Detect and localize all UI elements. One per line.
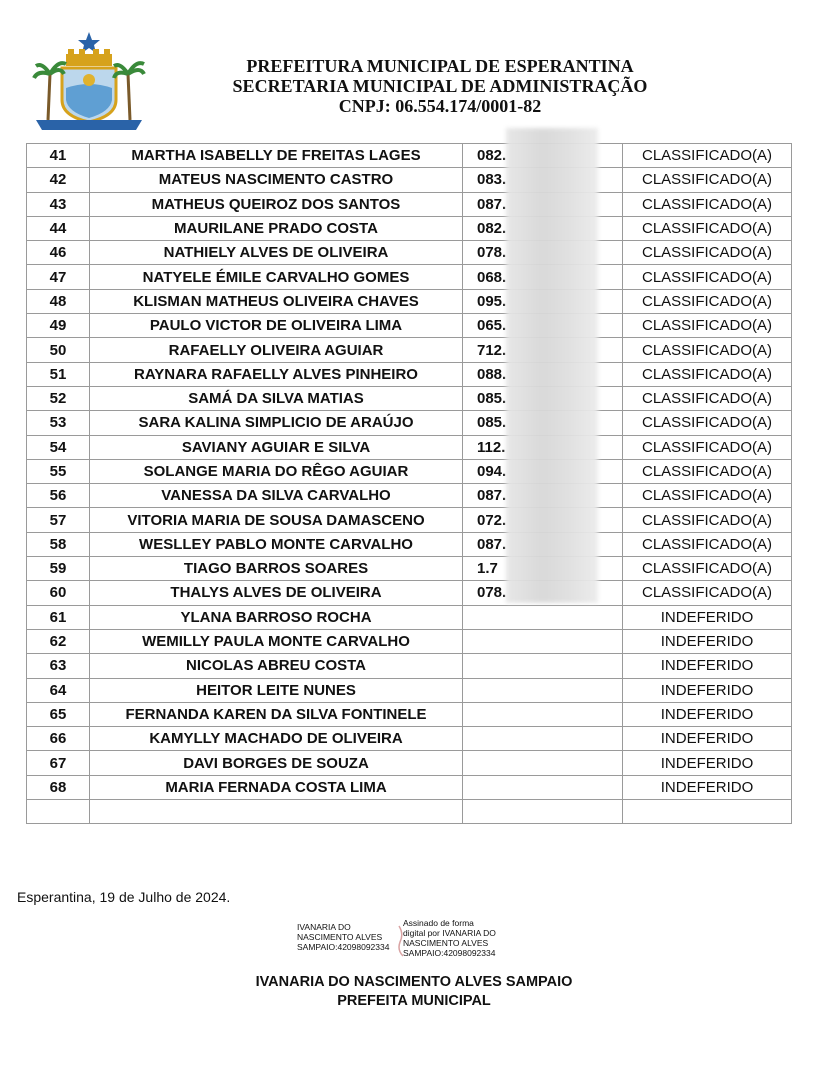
row-number: 53	[27, 411, 90, 435]
candidate-cpf: 082.	[463, 144, 623, 168]
candidate-name: PAULO VICTOR DE OLIVEIRA LIMA	[90, 314, 463, 338]
candidate-cpf: 088.	[463, 362, 623, 386]
row-number: 67	[27, 751, 90, 775]
header-line-1: PREFEITURA MUNICIPAL DE ESPERANTINA	[246, 56, 634, 76]
candidate-name	[90, 800, 463, 824]
candidate-status: CLASSIFICADO(A)	[623, 484, 792, 508]
row-number: 62	[27, 629, 90, 653]
signature-left-line: SAMPAIO:42098092334	[297, 942, 390, 952]
redacted-cpf-blur	[506, 128, 598, 603]
candidate-name: MATHEUS QUEIROZ DOS SANTOS	[90, 192, 463, 216]
table-row	[27, 168, 792, 192]
row-number: 59	[27, 557, 90, 581]
candidate-cpf: 085.	[463, 411, 623, 435]
row-number: 61	[27, 605, 90, 629]
candidate-status: CLASSIFICADO(A)	[623, 435, 792, 459]
candidate-status: CLASSIFICADO(A)	[623, 338, 792, 362]
signature-details-block	[403, 918, 523, 958]
candidate-name: DAVI BORGES DE SOUZA	[90, 751, 463, 775]
signature-right-line: Assinado de forma	[403, 918, 474, 928]
row-number: 47	[27, 265, 90, 289]
candidate-name: KAMYLLY MACHADO DE OLIVEIRA	[90, 727, 463, 751]
row-number: 58	[27, 532, 90, 556]
table-row	[27, 751, 792, 775]
candidate-cpf	[463, 702, 623, 726]
candidate-status: CLASSIFICADO(A)	[623, 168, 792, 192]
candidate-cpf: 082.	[463, 216, 623, 240]
table-row	[27, 459, 792, 483]
table-row	[27, 654, 792, 678]
candidate-status: CLASSIFICADO(A)	[623, 144, 792, 168]
document-header	[0, 30, 828, 140]
candidate-name: VITORIA MARIA DE SOUSA DAMASCENO	[90, 508, 463, 532]
table-row	[27, 144, 792, 168]
row-number: 60	[27, 581, 90, 605]
table-row	[27, 362, 792, 386]
candidate-status: CLASSIFICADO(A)	[623, 192, 792, 216]
header-line-3: CNPJ: 06.554.174/0001-82	[338, 96, 542, 116]
row-number: 41	[27, 144, 90, 168]
row-number: 51	[27, 362, 90, 386]
table-row	[27, 386, 792, 410]
candidate-status: CLASSIFICADO(A)	[623, 265, 792, 289]
table-row	[27, 581, 792, 605]
candidate-name: WESLLEY PABLO MONTE CARVALHO	[90, 532, 463, 556]
row-number: 48	[27, 289, 90, 313]
candidate-name: SARA KALINA SIMPLICIO DE ARAÚJO	[90, 411, 463, 435]
table-row	[27, 508, 792, 532]
candidate-cpf: 094.	[463, 459, 623, 483]
row-number: 66	[27, 727, 90, 751]
candidate-status: CLASSIFICADO(A)	[623, 459, 792, 483]
candidate-cpf	[463, 654, 623, 678]
table-row	[27, 557, 792, 581]
row-number: 46	[27, 241, 90, 265]
candidate-cpf	[463, 751, 623, 775]
candidate-cpf: 087.	[463, 532, 623, 556]
row-number: 57	[27, 508, 90, 532]
candidate-status: INDEFERIDO	[623, 775, 792, 799]
table-row	[27, 435, 792, 459]
candidate-status: INDEFERIDO	[623, 751, 792, 775]
signature-name-block	[297, 922, 401, 952]
table-row	[27, 314, 792, 338]
candidates-table	[26, 143, 792, 824]
row-number: 65	[27, 702, 90, 726]
candidate-status: INDEFERIDO	[623, 605, 792, 629]
candidate-name: NATHIELY ALVES DE OLIVEIRA	[90, 241, 463, 265]
candidate-name: TIAGO BARROS SOARES	[90, 557, 463, 581]
candidate-name: MARTHA ISABELLY DE FREITAS LAGES	[90, 144, 463, 168]
candidate-status: CLASSIFICADO(A)	[623, 557, 792, 581]
candidate-name: RAYNARA RAFAELLY ALVES PINHEIRO	[90, 362, 463, 386]
table-row	[27, 338, 792, 362]
candidate-cpf	[463, 678, 623, 702]
candidate-name: NATYELE ÉMILE CARVALHO GOMES	[90, 265, 463, 289]
table-row	[27, 411, 792, 435]
signature-left-line: NASCIMENTO ALVES	[297, 932, 383, 942]
candidate-cpf	[463, 800, 623, 824]
table-row	[27, 192, 792, 216]
table-row	[27, 241, 792, 265]
candidate-name: YLANA BARROSO ROCHA	[90, 605, 463, 629]
row-number: 52	[27, 386, 90, 410]
table-row	[27, 775, 792, 799]
table-row	[27, 532, 792, 556]
candidate-status: INDEFERIDO	[623, 654, 792, 678]
row-number: 68	[27, 775, 90, 799]
row-number: 64	[27, 678, 90, 702]
candidate-cpf: 078.	[463, 581, 623, 605]
candidate-status: CLASSIFICADO(A)	[623, 362, 792, 386]
signature-right-line: digital por IVANARIA DO	[403, 928, 496, 938]
header-titles	[150, 56, 730, 116]
candidate-name: NICOLAS ABREU COSTA	[90, 654, 463, 678]
candidate-cpf	[463, 727, 623, 751]
candidate-name: SOLANGE MARIA DO RÊGO AGUIAR	[90, 459, 463, 483]
candidate-status: CLASSIFICADO(A)	[623, 314, 792, 338]
candidate-cpf	[463, 605, 623, 629]
row-number: 42	[27, 168, 90, 192]
signatory-name: IVANARIA DO NASCIMENTO ALVES SAMPAIO	[255, 974, 573, 990]
date-line: Esperantina, 19 de Julho de 2024.	[17, 889, 231, 905]
candidate-cpf: 087.	[463, 484, 623, 508]
candidate-cpf: 1.7	[463, 557, 623, 581]
row-number: 43	[27, 192, 90, 216]
candidate-status: CLASSIFICADO(A)	[623, 386, 792, 410]
row-number	[27, 800, 90, 824]
table-row	[27, 265, 792, 289]
candidate-cpf: 083.	[463, 168, 623, 192]
candidate-name: RAFAELLY OLIVEIRA AGUIAR	[90, 338, 463, 362]
signature-right-line: NASCIMENTO ALVES	[403, 938, 489, 948]
row-number: 55	[27, 459, 90, 483]
candidate-name: HEITOR LEITE NUNES	[90, 678, 463, 702]
candidate-name: MATEUS NASCIMENTO CASTRO	[90, 168, 463, 192]
candidate-status: INDEFERIDO	[623, 629, 792, 653]
candidate-name: MAURILANE PRADO COSTA	[90, 216, 463, 240]
candidate-status: CLASSIFICADO(A)	[623, 216, 792, 240]
table-row	[27, 629, 792, 653]
candidate-cpf: 087.	[463, 192, 623, 216]
candidate-status: INDEFERIDO	[623, 678, 792, 702]
candidate-status: INDEFERIDO	[623, 702, 792, 726]
row-number: 56	[27, 484, 90, 508]
row-number: 54	[27, 435, 90, 459]
row-number: 50	[27, 338, 90, 362]
candidate-name: SAMÁ DA SILVA MATIAS	[90, 386, 463, 410]
candidate-status	[623, 800, 792, 824]
candidate-status: CLASSIFICADO(A)	[623, 241, 792, 265]
candidate-status: CLASSIFICADO(A)	[623, 581, 792, 605]
digital-signature-stamp	[297, 920, 537, 964]
signatory-footer	[0, 973, 828, 1011]
candidate-name: KLISMAN MATHEUS OLIVEIRA CHAVES	[90, 289, 463, 313]
candidate-name: VANESSA DA SILVA CARVALHO	[90, 484, 463, 508]
candidate-cpf: 085.	[463, 386, 623, 410]
table-row	[27, 727, 792, 751]
table-row	[27, 702, 792, 726]
candidate-status: CLASSIFICADO(A)	[623, 532, 792, 556]
candidate-cpf: 065.	[463, 314, 623, 338]
table-row	[27, 289, 792, 313]
table-row	[27, 216, 792, 240]
candidate-cpf	[463, 775, 623, 799]
row-number: 49	[27, 314, 90, 338]
candidate-name: MARIA FERNADA COSTA LIMA	[90, 775, 463, 799]
candidate-cpf: 078.	[463, 241, 623, 265]
candidate-cpf: 068.	[463, 265, 623, 289]
row-number: 63	[27, 654, 90, 678]
candidate-status: CLASSIFICADO(A)	[623, 508, 792, 532]
candidate-name: SAVIANY AGUIAR E SILVA	[90, 435, 463, 459]
candidate-name: THALYS ALVES DE OLIVEIRA	[90, 581, 463, 605]
candidate-status: INDEFERIDO	[623, 727, 792, 751]
signatory-role: PREFEITA MUNICIPAL	[337, 993, 491, 1009]
candidate-name: FERNANDA KAREN DA SILVA FONTINELE	[90, 702, 463, 726]
table-row	[27, 605, 792, 629]
signature-right-line: SAMPAIO:42098092334	[403, 948, 496, 958]
table-row	[27, 800, 792, 824]
candidate-name: WEMILLY PAULA MONTE CARVALHO	[90, 629, 463, 653]
candidate-cpf: 072.	[463, 508, 623, 532]
esperantina-coat-of-arms-logo	[30, 30, 148, 134]
signature-left-line: IVANARIA DO	[297, 922, 351, 932]
table-row	[27, 678, 792, 702]
candidate-status: CLASSIFICADO(A)	[623, 411, 792, 435]
candidate-cpf: 095.	[463, 289, 623, 313]
header-line-2: SECRETARIA MUNICIPAL DE ADMINISTRAÇÃO	[232, 76, 648, 96]
candidate-cpf	[463, 629, 623, 653]
candidate-status: CLASSIFICADO(A)	[623, 289, 792, 313]
candidate-cpf: 712.	[463, 338, 623, 362]
table-row	[27, 484, 792, 508]
candidate-cpf: 112.	[463, 435, 623, 459]
row-number: 44	[27, 216, 90, 240]
